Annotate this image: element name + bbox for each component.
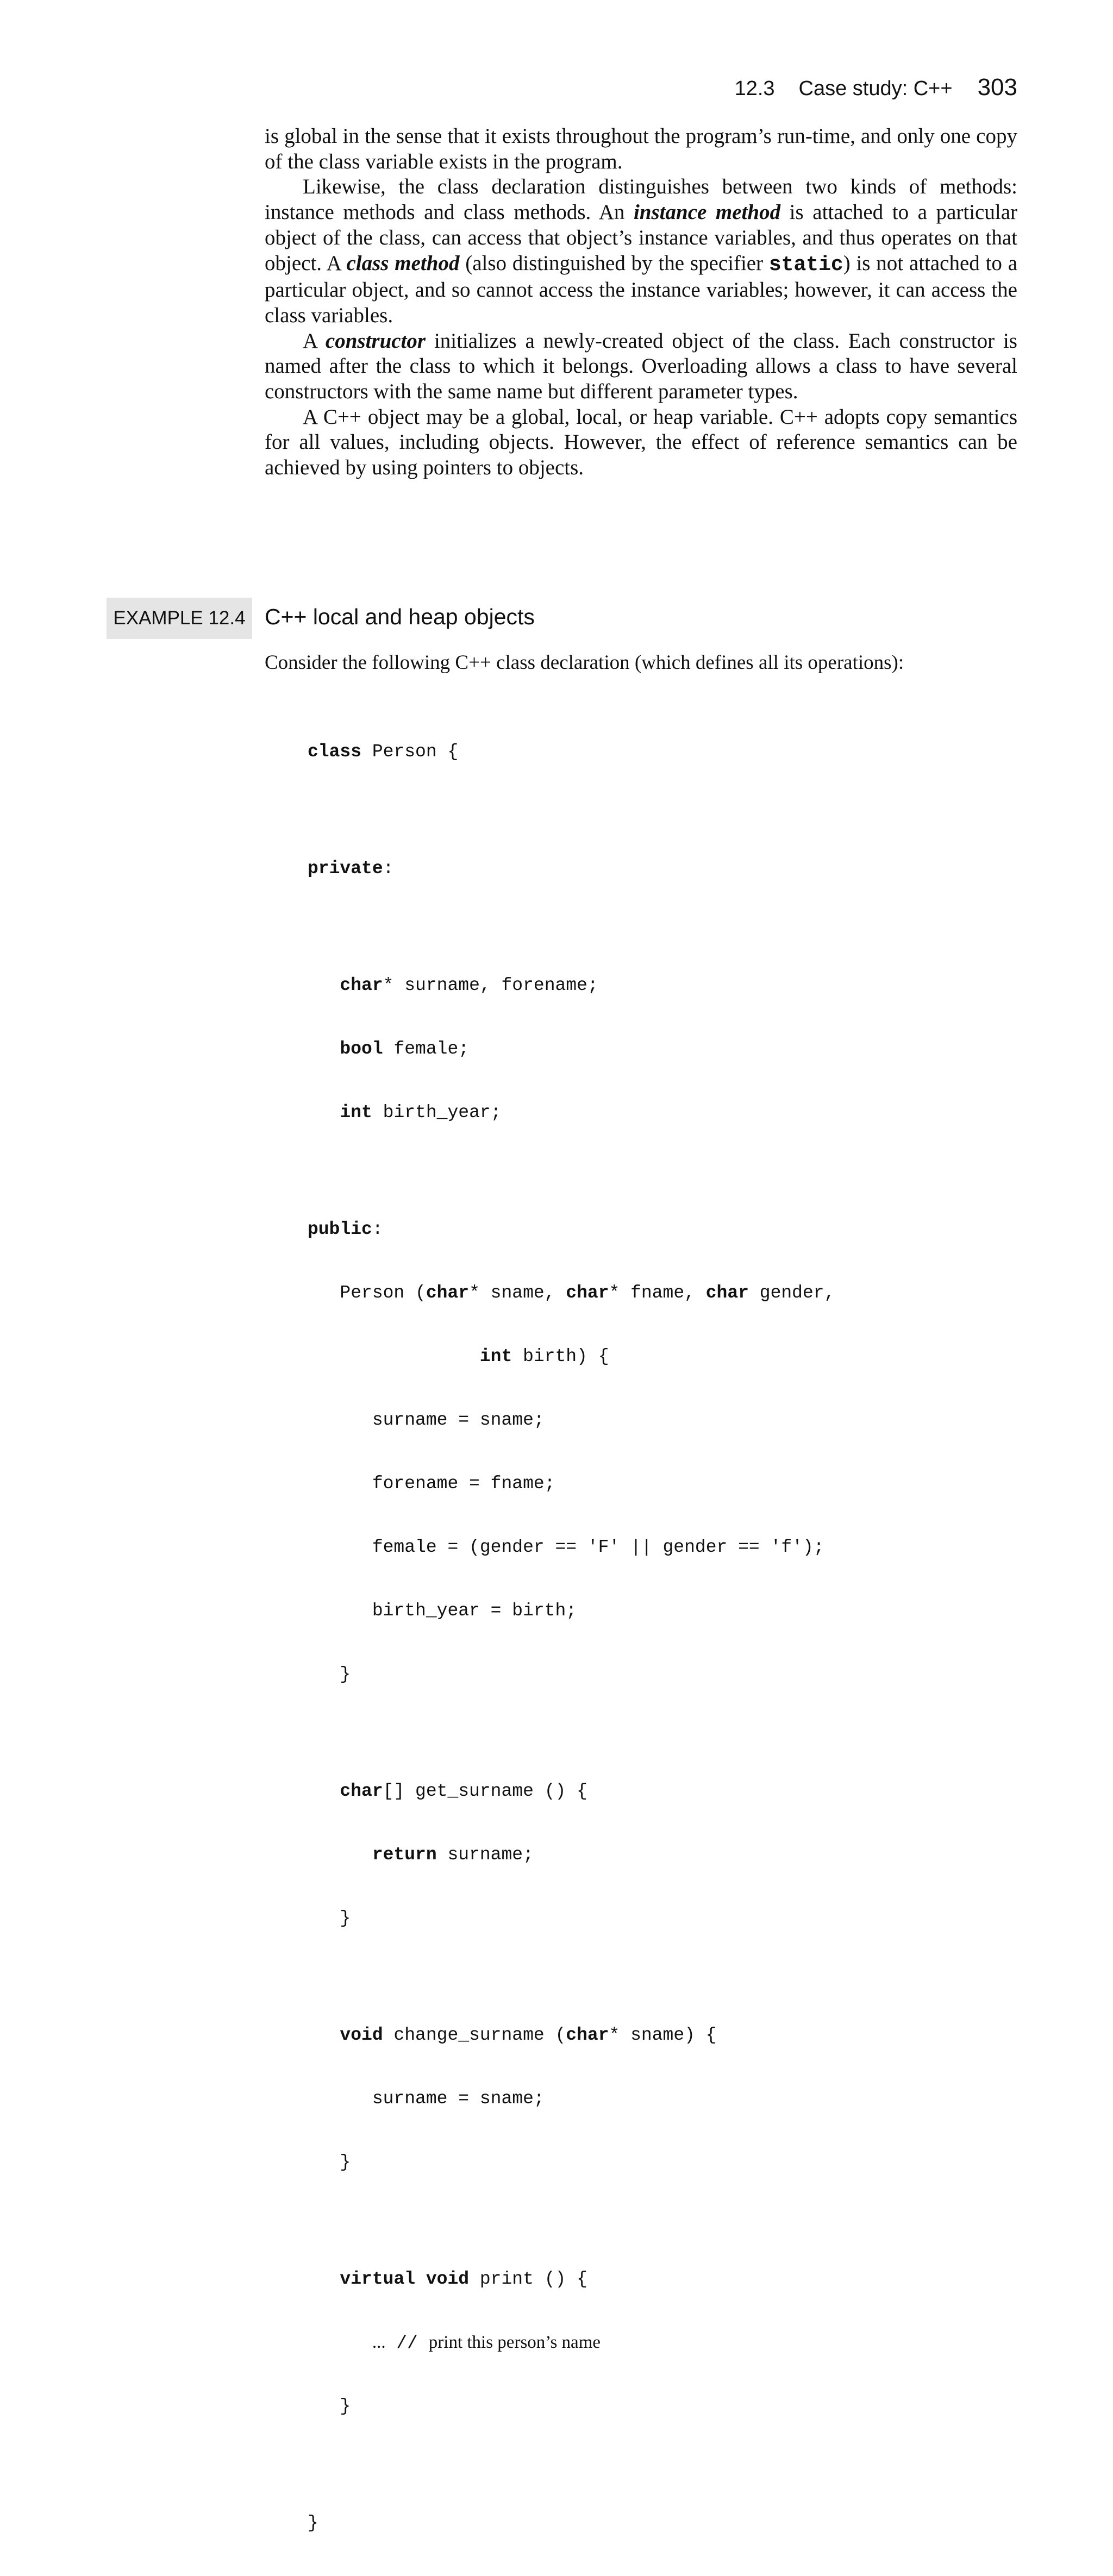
paragraph-2-text-b: is attached to a particular object of the class, can access that object’s instance variables, and thus operates on that object. A bbox=[265, 200, 1017, 275]
code-line: public: bbox=[308, 1219, 383, 1239]
paragraph-3 bbox=[265, 329, 1017, 405]
code-line: private: bbox=[308, 858, 394, 879]
code-line: void change_surname (char* sname) { bbox=[340, 2025, 717, 2045]
paragraph-2-text-c: (also distinguished by the specifier bbox=[459, 251, 769, 275]
code-line: female = (gender == 'F' || gender == 'f'); bbox=[308, 1537, 824, 1557]
running-head bbox=[735, 74, 1017, 101]
code-keyword: char bbox=[340, 1781, 383, 1801]
example-intro: Consider the following C++ class declaration (which defines all its operations): bbox=[265, 651, 904, 674]
code-line: char* surname, forename; bbox=[340, 975, 598, 995]
code-keyword: char bbox=[340, 975, 383, 995]
section-number: 12.3 bbox=[734, 77, 775, 100]
code-keyword: virtual bbox=[340, 2269, 416, 2289]
paragraph-3-text-b: initializes a newly-created object of the class. Each constructor is named after the class to which it belongs. Overloading allows a class to have several constructors with the same name but different parameter types. bbox=[265, 329, 1017, 404]
code-line: } bbox=[308, 1908, 351, 1928]
paragraph-4: A C++ object may be a global, local, or heap variable. C++ adopts copy semantics for all values, including objects. However, the effect of reference semantics can be achieved by using pointers to objects. bbox=[265, 405, 1017, 480]
term-constructor: constructor bbox=[325, 329, 426, 353]
body-text bbox=[265, 124, 1017, 481]
keyword-static: static bbox=[768, 253, 843, 277]
code-keyword: void bbox=[340, 2025, 383, 2045]
term-class-method: class method bbox=[346, 251, 460, 275]
code-line: birth_year = birth; bbox=[308, 1601, 577, 1621]
code-line: Person (char* sname, char* fname, char gender, bbox=[308, 1283, 835, 1303]
code-keyword: char bbox=[705, 1283, 749, 1303]
code-listing bbox=[308, 699, 835, 2576]
code-ellipsis: ... bbox=[372, 2333, 386, 2352]
code-line: } bbox=[308, 1664, 351, 1684]
code-keyword: void bbox=[426, 2269, 470, 2289]
code-keyword: char bbox=[566, 1283, 609, 1303]
code-line: ... // print this person’s name bbox=[372, 2333, 601, 2353]
code-line: surname = sname; bbox=[308, 2089, 545, 2109]
code-keyword: char bbox=[566, 2025, 609, 2045]
code-keyword: char bbox=[426, 1283, 470, 1303]
code-line: } bbox=[308, 2152, 351, 2172]
code-keyword: bool bbox=[340, 1039, 383, 1059]
code-comment: print this person’s name bbox=[428, 2333, 601, 2352]
code-keyword: class bbox=[308, 742, 362, 762]
term-instance-method: instance method bbox=[633, 200, 781, 224]
paragraph-2 bbox=[265, 174, 1017, 328]
code-line: forename = fname; bbox=[308, 1474, 555, 1494]
code-line: bool female; bbox=[340, 1039, 470, 1059]
code-keyword: int bbox=[479, 1346, 512, 1367]
code-keyword: public bbox=[308, 1219, 372, 1239]
code-line: class Person { bbox=[308, 742, 459, 762]
paragraph-3-text-a: A bbox=[303, 329, 326, 353]
code-keyword: int bbox=[340, 1102, 372, 1123]
code-line: } bbox=[308, 2396, 351, 2416]
code-line: virtual void print () { bbox=[340, 2269, 587, 2289]
page-number: 303 bbox=[977, 74, 1017, 101]
paragraph-1: is global in the sense that it exists throughout the program’s run-time, and only one copy of the class variable exists in the program. bbox=[265, 124, 1017, 173]
paragraph-2-text-d: ) is not attached to a particular object, and so cannot access the instance variables; however, it can access the class variables. bbox=[265, 251, 1018, 327]
section-title: Case study: C++ bbox=[798, 77, 953, 100]
example-title: C++ local and heap objects bbox=[265, 604, 535, 629]
paragraph-2-text-a: Likewise, the class declaration distinguishes between two kinds of methods: instance methods and class methods. An bbox=[265, 175, 1017, 224]
code-line: int birth) { bbox=[479, 1346, 609, 1367]
code-line: char[] get_surname () { bbox=[340, 1781, 587, 1801]
code-line: int birth_year; bbox=[340, 1102, 502, 1123]
code-line: surname = sname; bbox=[308, 1410, 545, 1430]
example-label: EXAMPLE 12.4 bbox=[107, 598, 252, 639]
code-keyword: private bbox=[308, 858, 383, 879]
code-line: return surname; bbox=[372, 1845, 534, 1865]
code-keyword: return bbox=[372, 1845, 437, 1865]
code-line: } bbox=[308, 2513, 318, 2533]
